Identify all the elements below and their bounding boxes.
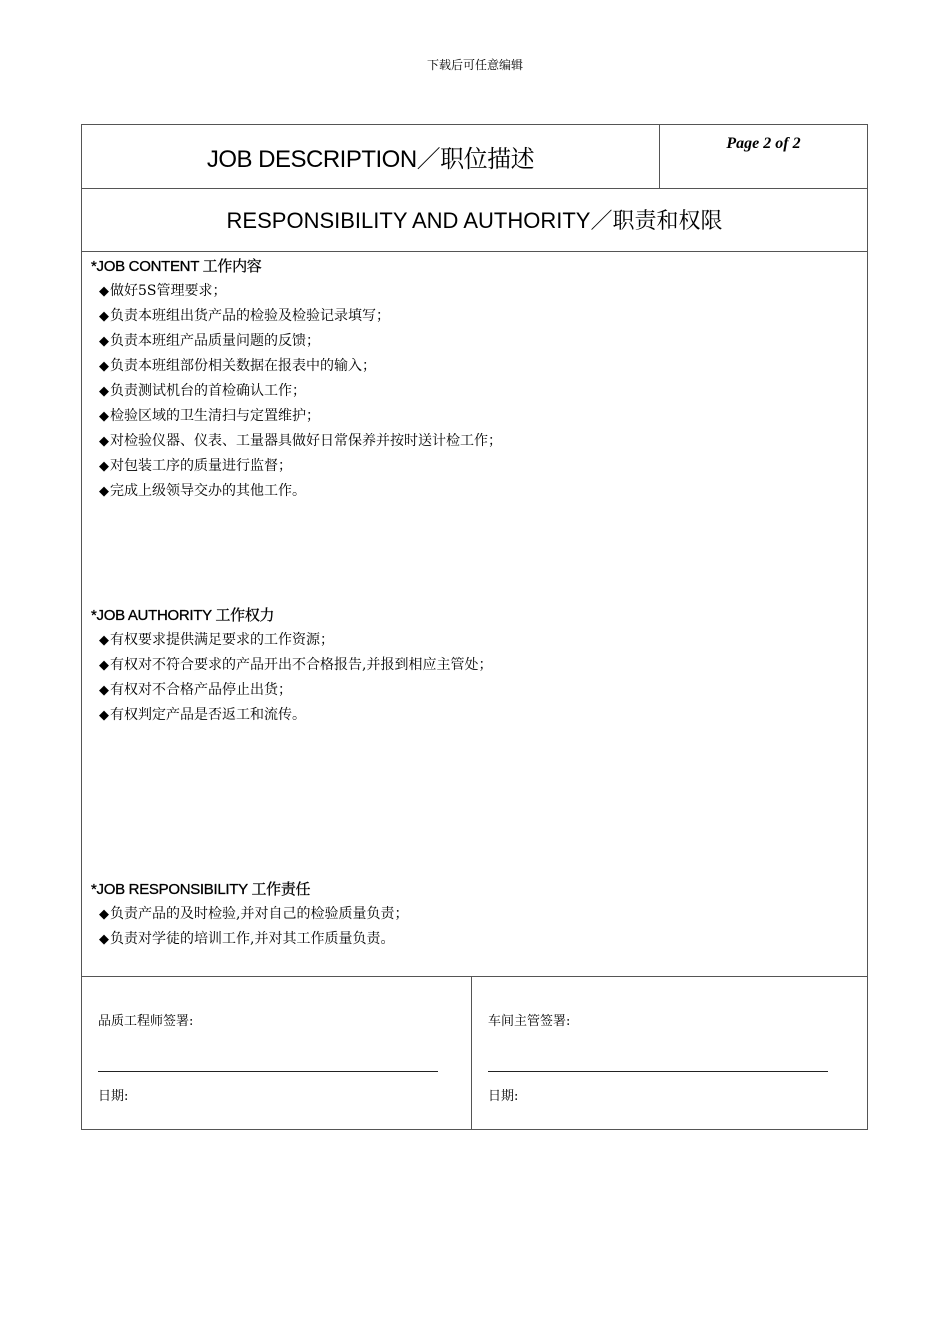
list-item: ◆有权要求提供满足要求的工作资源；	[99, 632, 334, 648]
bullet-diamond-icon: ◆	[99, 384, 109, 399]
header-note: 下载后可任意编辑	[426, 58, 523, 72]
bullet-diamond-icon: ◆	[99, 359, 109, 374]
bullet-diamond-icon: ◆	[99, 459, 109, 474]
job-authority-heading: *JOB AUTHORITY 工作权力	[91, 607, 275, 624]
bullet-diamond-icon: ◆	[99, 409, 109, 424]
bullet-diamond-icon: ◆	[99, 334, 109, 349]
date-label: 日期:	[488, 1089, 519, 1104]
workshop-supervisor-signature-block	[472, 977, 867, 1130]
signature-line	[488, 1071, 828, 1072]
list-item: ◆完成上级领导交办的其他工作。	[99, 483, 306, 499]
bullet-diamond-icon: ◆	[99, 633, 109, 648]
list-item: ◆做好5S管理要求；	[99, 283, 227, 299]
list-item: ◆负责产品的及时检验,并对自己的检验质量负责；	[99, 906, 409, 922]
list-item: ◆对包装工序的质量进行监督；	[99, 458, 292, 474]
list-item: ◆负责对学徒的培训工作,并对其工作质量负责。	[99, 931, 395, 947]
section-subtitle: RESPONSIBILITY AND AUTHORITY／职责和权限	[82, 188, 867, 252]
bullet-diamond-icon: ◆	[99, 434, 109, 449]
list-item: ◆负责本班组产品质量问题的反馈；	[99, 333, 320, 349]
bullet-diamond-icon: ◆	[99, 907, 109, 922]
signature-area	[82, 976, 867, 1130]
list-item: ◆负责本班组出货产品的检验及检验记录填写；	[99, 308, 390, 324]
bullet-diamond-icon: ◆	[99, 484, 109, 499]
list-item: ◆负责本班组部份相关数据在报表中的输入；	[99, 358, 376, 374]
job-responsibility-heading: *JOB RESPONSIBILITY 工作责任	[91, 881, 311, 898]
bullet-diamond-icon: ◆	[99, 284, 109, 299]
title-row	[82, 125, 867, 189]
bullet-diamond-icon: ◆	[99, 309, 109, 324]
bullet-diamond-icon: ◆	[99, 683, 109, 698]
bullet-diamond-icon: ◆	[99, 658, 109, 673]
list-item: ◆负责测试机台的首检确认工作；	[99, 383, 306, 399]
workshop-supervisor-signature-label: 车间主管签署:	[488, 1014, 571, 1029]
page-title: JOB DESCRIPTION／职位描述	[82, 125, 660, 188]
list-item: ◆对检验仪器、仪表、工量器具做好日常保养并按时送计检工作；	[99, 433, 502, 449]
list-item: ◆有权对不合格产品停止出货；	[99, 682, 292, 698]
list-item: ◆有权判定产品是否返工和流传。	[99, 707, 306, 723]
bullet-diamond-icon: ◆	[99, 932, 109, 947]
signature-line	[98, 1071, 438, 1072]
list-item: ◆有权对不符合要求的产品开出不合格报告,并报到相应主管处；	[99, 657, 493, 673]
bullet-diamond-icon: ◆	[99, 708, 109, 723]
date-label: 日期:	[98, 1089, 129, 1104]
job-content-heading: *JOB CONTENT 工作内容	[91, 258, 262, 275]
list-item: ◆检验区域的卫生清扫与定置维护；	[99, 408, 320, 424]
quality-engineer-signature-label: 品质工程师签署:	[98, 1014, 194, 1029]
job-description-form	[81, 124, 868, 1130]
page-number: Page 2 of 2	[726, 135, 801, 152]
quality-engineer-signature-block	[82, 977, 472, 1130]
